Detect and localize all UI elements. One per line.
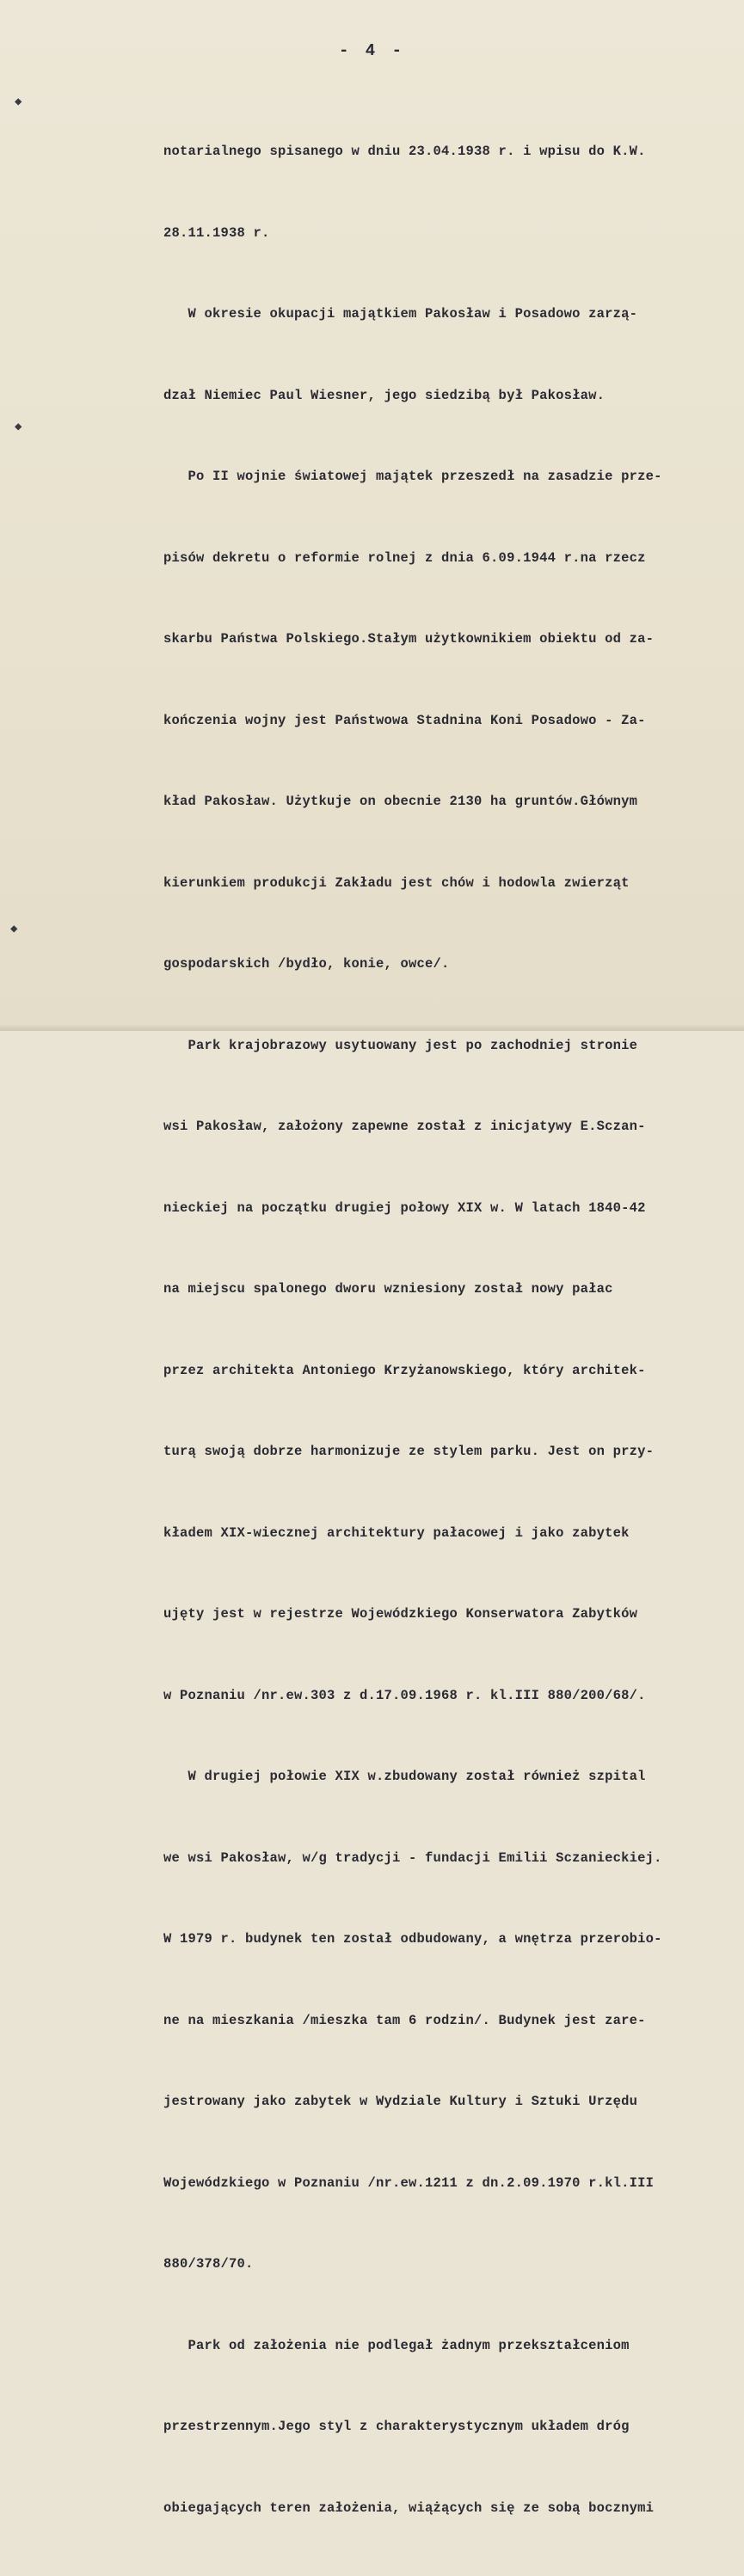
text-line: kierunkiem produkcji Zakładu jest chów i hodowla zwierząt	[163, 874, 630, 891]
text-line: przez architekta Antoniego Krzyżanowskiego, który architek-	[163, 1362, 646, 1378]
text-line: 28.11.1938 r.	[163, 224, 270, 241]
text-line: dzał Niemiec Paul Wiesner, jego siedzibą był Pakosław.	[163, 387, 606, 403]
text-line: Wojewódzkiego w Poznaniu /nr.ew.1211 z dn.2.09.1970 r.kl.III	[163, 2174, 655, 2191]
text-line: skarbu Państwa Polskiego.Stałym użytkownikiem obiektu od za-	[163, 631, 655, 647]
text-line: nieckiej na początku drugiej połowy XIX w. W latach 1840-42	[163, 1199, 646, 1216]
text-line: wsi Pakosław, założony zapewne został z inicjatywy E.Sczan-	[163, 1119, 646, 1134]
text-line: W drugiej połowie XIX w.zbudowany został również szpital	[163, 1769, 646, 1784]
text-line: ne na mieszkania /mieszka tam 6 rodzin/. Budynek jest zare-	[163, 2012, 646, 2028]
margin-mark: ◆	[15, 95, 22, 109]
text-line: 880/378/70.	[163, 2256, 254, 2272]
text-line: ujęty jest w rejestrze Wojewódzkiego Konserwatora Zabytków	[163, 1606, 638, 1622]
page-edge-shadow	[0, 1024, 744, 1031]
text-line: Park od założenia nie podlegał żadnym przekształceniom	[163, 2337, 630, 2353]
text-line: turą swoją dobrze harmonizuje ze stylem parku. Jest on przy-	[163, 1444, 655, 1459]
text-line: Park krajobrazowy usytuowany jest po zachodniej stronie	[163, 1037, 638, 1053]
text-line: obiegających teren założenia, wiążących się ze sobą bocznymi	[163, 2499, 655, 2516]
text-line: przestrzennym.Jego styl z charakterystycznym układem dróg	[163, 2419, 630, 2434]
margin-mark: ◆	[10, 923, 18, 936]
text-line: W 1979 r. budynek ten został odbudowany, a wnętrza przerobio-	[163, 1931, 662, 1947]
text-line: W okresie okupacji majątkiem Pakosław i Posadowo zarzą-	[163, 306, 638, 322]
text-line: jestrowany jako zabytek w Wydziale Kultury i Sztuki Urzędu	[163, 2094, 638, 2109]
text-line: gospodarskich /bydło, konie, owce/.	[163, 956, 450, 972]
text-line: kładem XIX-wiecznej architektury pałacowej i jako zabytek	[163, 1524, 630, 1541]
text-line: we wsi Pakosław, w/g tradycji - fundacji Emilii Sczanieckiej.	[163, 1849, 662, 1866]
text-line: notarialnego spisanego w dniu 23.04.1938 r. i wpisu do K.W.	[163, 144, 646, 159]
margin-mark: ◆	[15, 420, 22, 434]
document-body	[163, 84, 722, 2576]
text-line: w Poznaniu /nr.ew.303 z d.17.09.1968 r. kl.III 880/200/68/.	[163, 1687, 646, 1703]
text-line: kończenia wojny jest Państwowa Stadnina Koni Posadowo - Za-	[163, 712, 646, 728]
text-line: kład Pakosław. Użytkuje on obecnie 2130 ha gruntów.Głównym	[163, 794, 638, 809]
page-number: - 4 -	[338, 41, 405, 60]
text-line: na miejscu spalonego dworu wzniesiony został nowy pałac	[163, 1281, 613, 1297]
text-line: pisów dekretu o reformie rolnej z dnia 6.09.1944 r.na rzecz	[163, 549, 646, 566]
text-line: Po II wojnie światowej majątek przeszedł na zasadzie prze-	[163, 469, 662, 484]
